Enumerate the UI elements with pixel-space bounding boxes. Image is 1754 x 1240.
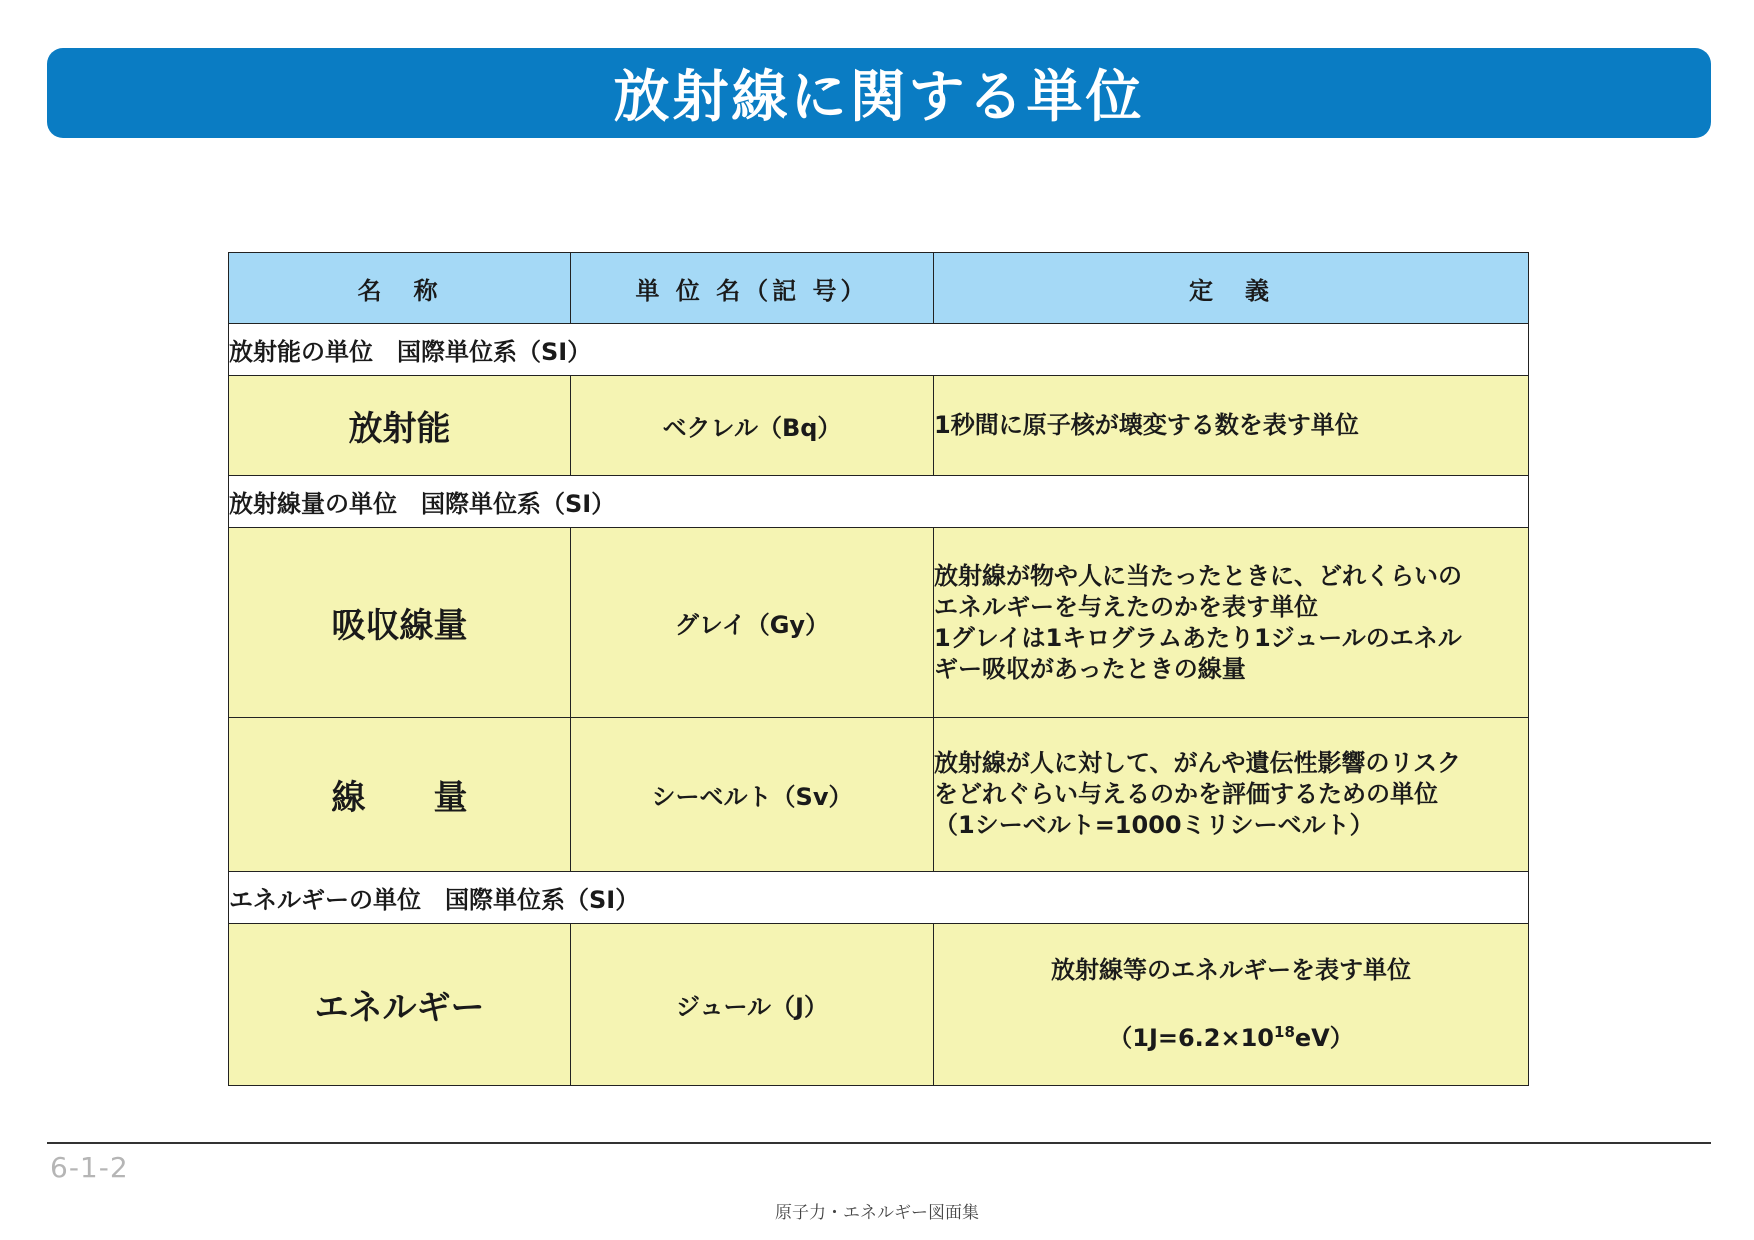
header-row [229, 253, 1529, 324]
table-row [229, 376, 1529, 476]
unit-symbol: シーベルト（Sv） [571, 718, 934, 872]
footer-divider [47, 1142, 1711, 1144]
section-row [229, 872, 1529, 924]
unit-symbol: グレイ（Gy） [571, 528, 934, 718]
definition-formula-prefix: （1J=6.2×10 [1108, 1024, 1275, 1052]
unit-quantity-name: エネルギー [229, 924, 571, 1086]
unit-quantity-name: 吸収線量 [229, 528, 571, 718]
table-row [229, 528, 1529, 718]
table-row [229, 718, 1529, 872]
header-unit: 単 位 名（記 号） [571, 253, 934, 324]
table-row [229, 924, 1529, 1086]
unit-symbol: ジュール（J） [571, 924, 934, 1086]
unit-definition [934, 924, 1529, 1086]
definition-exponent: 18 [1274, 1023, 1295, 1041]
definition-formula-suffix: eV） [1294, 1024, 1354, 1052]
section-heading: 放射能の単位 国際単位系（SI） [229, 324, 1529, 376]
unit-quantity-name: 放射能 [229, 376, 571, 476]
unit-symbol: ベクレル（Bq） [571, 376, 934, 476]
footer-caption: 原子力・エネルギー図面集 [775, 1203, 979, 1223]
unit-definition: 1秒間に原子核が壊変する数を表す単位 [934, 376, 1529, 476]
unit-definition: 放射線が物や人に当たったときに、どれくらいの エネルギーを与えたのかを表す単位 1グレイは1キログラムあたり1ジュールのエネル ギー吸収があったときの線量 [934, 528, 1529, 718]
section-row [229, 324, 1529, 376]
units-table [228, 252, 1529, 1086]
page-title: 放射線に関する単位 [613, 65, 1145, 130]
title-banner [47, 48, 1711, 138]
page-number: 6-1-2 [50, 1151, 129, 1184]
header-name: 名 称 [229, 253, 571, 324]
header-definition: 定 義 [934, 253, 1529, 324]
definition-line: 放射線等のエネルギーを表す単位 [1051, 956, 1411, 984]
definition-line [934, 1017, 1528, 1054]
section-heading: 放射線量の単位 国際単位系（SI） [229, 476, 1529, 528]
section-row [229, 476, 1529, 528]
unit-quantity-name: 線 量 [229, 718, 571, 872]
unit-definition: 放射線が人に対して、がんや遺伝性影響のリスク をどれぐらい与えるのかを評価するための単位 （1シーベルト=1000ミリシーベルト） [934, 718, 1529, 872]
section-heading: エネルギーの単位 国際単位系（SI） [229, 872, 1529, 924]
